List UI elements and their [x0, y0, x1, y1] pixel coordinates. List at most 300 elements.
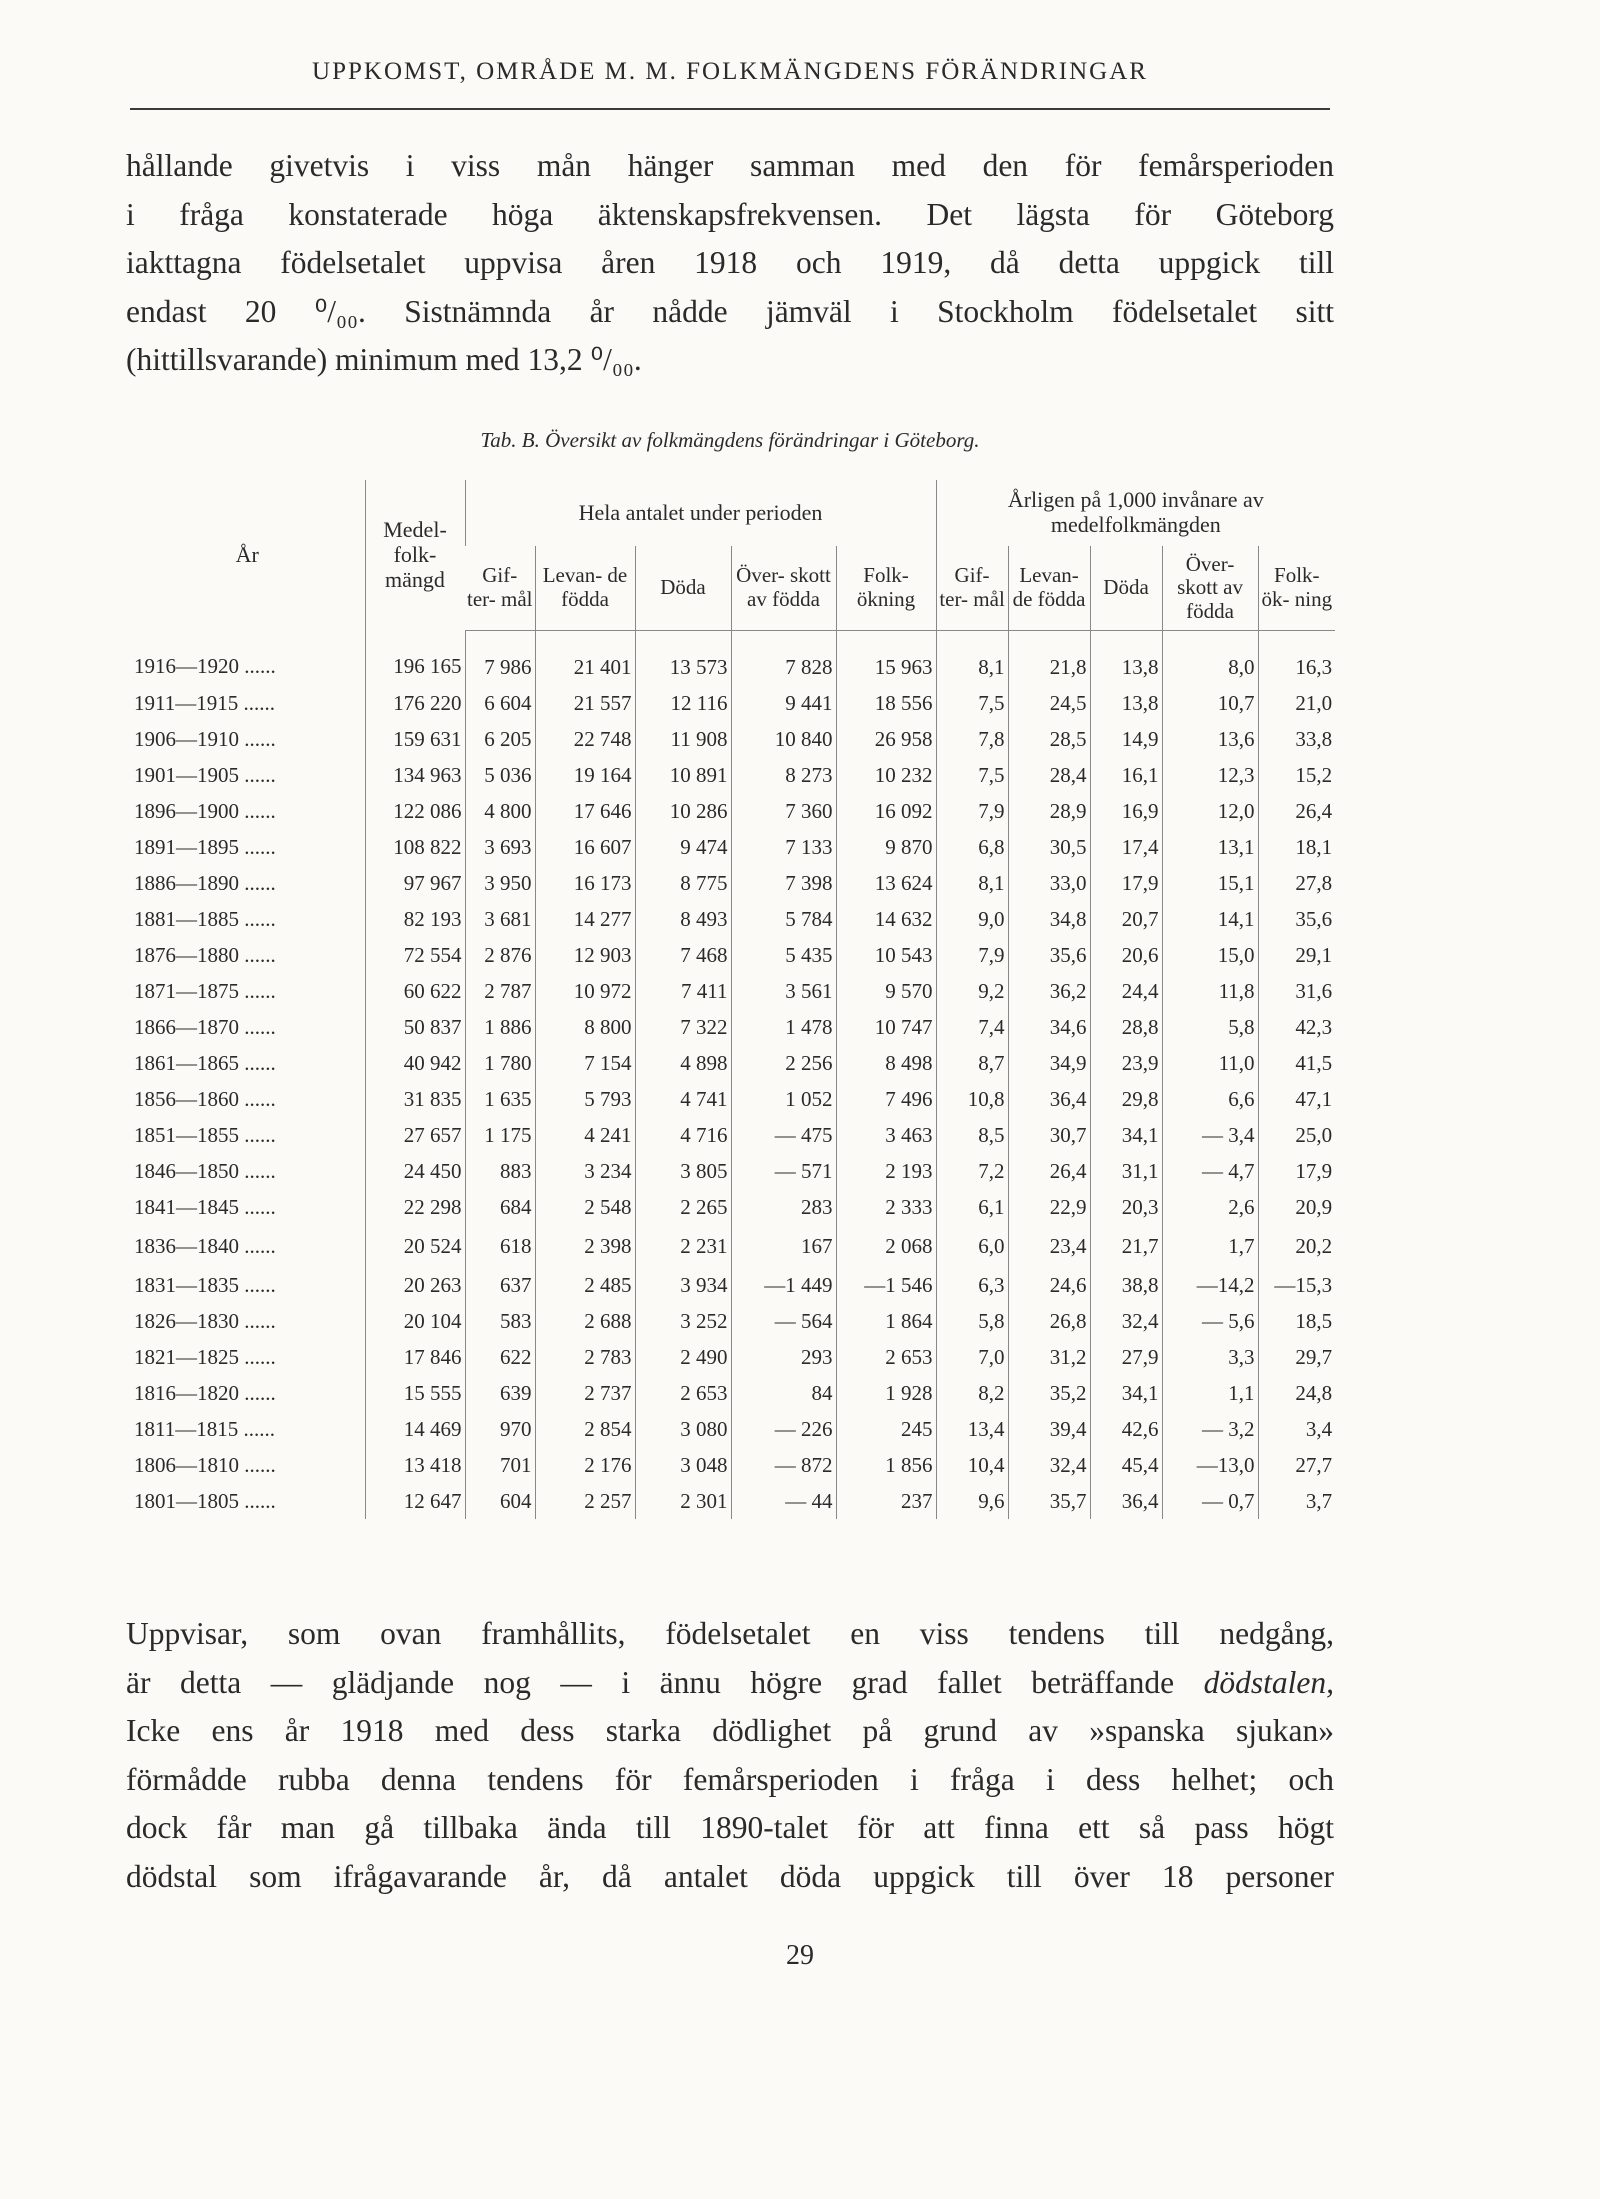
cell-growth-rate: 31,6	[1258, 973, 1335, 1009]
cell-period: 1896—1900 ......	[134, 798, 276, 823]
cell-live-births: 3 234	[535, 1153, 635, 1189]
cell-growth-rate: 26,4	[1258, 793, 1335, 829]
cell-excess-rate: —14,2	[1162, 1267, 1258, 1303]
table-row	[130, 901, 1335, 937]
cell-mean-population: 20 524	[365, 1225, 465, 1267]
cell-marriages: 701	[465, 1447, 535, 1483]
cell-birth-rate: 39,4	[1008, 1411, 1090, 1447]
cell-deaths: 2 231	[635, 1225, 731, 1267]
cell-population-growth: 1 864	[836, 1303, 936, 1339]
cell-period: 1891—1895 ......	[134, 834, 276, 859]
header-rule	[130, 108, 1330, 110]
table-row	[130, 937, 1335, 973]
cell-period: 1886—1890 ......	[134, 870, 276, 895]
cell-growth-rate: 15,2	[1258, 757, 1335, 793]
cell-population-growth: 14 632	[836, 901, 936, 937]
cell-mean-population: 196 165	[365, 631, 465, 686]
cell-excess-rate: —13,0	[1162, 1447, 1258, 1483]
cell-death-rate: 24,4	[1090, 973, 1162, 1009]
cell-marriage-rate: 7,5	[936, 685, 1008, 721]
col-header-birth-rate: Levan- de födda	[1008, 546, 1090, 631]
table-row	[130, 973, 1335, 1009]
cell-population-growth: 10 543	[836, 937, 936, 973]
cell-population-growth: 13 624	[836, 865, 936, 901]
cell-population-growth: 2 193	[836, 1153, 936, 1189]
table-row	[130, 1483, 1335, 1519]
cell-excess-rate: 15,0	[1162, 937, 1258, 973]
cell-marriage-rate: 8,7	[936, 1045, 1008, 1081]
cell-period: 1841—1845 ......	[134, 1194, 276, 1219]
cell-birth-rate: 26,8	[1008, 1303, 1090, 1339]
table-caption: Tab. B. Översikt av folkmängdens förändringar i Göteborg.	[480, 428, 980, 452]
body-line: Uppvisar, som ovan framhållits, födelsetalet en viss tendens till nedgång,	[126, 1616, 1334, 1651]
cell-live-births: 19 164	[535, 757, 635, 793]
cell-marriages: 4 800	[465, 793, 535, 829]
cell-birth-rate: 24,5	[1008, 685, 1090, 721]
cell-mean-population: 31 835	[365, 1081, 465, 1117]
cell-death-rate: 13,8	[1090, 631, 1162, 686]
cell-marriages: 6 205	[465, 721, 535, 757]
cell-period: 1911—1915 ......	[134, 690, 275, 715]
body-line: förmådde rubba denna tendens för femårsperioden i fråga i dess helhet; och	[126, 1761, 1334, 1797]
cell-death-rate: 31,1	[1090, 1153, 1162, 1189]
cell-period: 1916—1920 ......	[134, 654, 276, 679]
cell-death-rate: 21,7	[1090, 1225, 1162, 1267]
cell-death-rate: 34,1	[1090, 1375, 1162, 1411]
cell-growth-rate: 42,3	[1258, 1009, 1335, 1045]
cell-excess-rate: — 0,7	[1162, 1483, 1258, 1519]
cell-mean-population: 20 263	[365, 1267, 465, 1303]
cell-population-growth: 2 333	[836, 1189, 936, 1225]
cell-growth-rate: 35,6	[1258, 901, 1335, 937]
cell-birth-rate: 34,9	[1008, 1045, 1090, 1081]
cell-birth-rate: 30,5	[1008, 829, 1090, 865]
cell-marriage-rate: 8,1	[936, 631, 1008, 686]
body-line: Icke ens år 1918 med dess starka dödlighet på grund av »spanska sjukan»	[126, 1713, 1334, 1748]
cell-deaths: 3 252	[635, 1303, 731, 1339]
cell-marriage-rate: 9,2	[936, 973, 1008, 1009]
cell-excess-births: — 872	[731, 1447, 836, 1483]
cell-death-rate: 13,8	[1090, 685, 1162, 721]
cell-growth-rate: 18,1	[1258, 829, 1335, 865]
cell-excess-births: 10 840	[731, 721, 836, 757]
cell-population-growth: 1 856	[836, 1447, 936, 1483]
cell-deaths: 3 048	[635, 1447, 731, 1483]
cell-excess-rate: 12,0	[1162, 793, 1258, 829]
cell-mean-population: 14 469	[365, 1411, 465, 1447]
cell-period: 1866—1870 ......	[134, 1014, 276, 1039]
cell-birth-rate: 35,2	[1008, 1375, 1090, 1411]
cell-death-rate: 32,4	[1090, 1303, 1162, 1339]
cell-birth-rate: 22,9	[1008, 1189, 1090, 1225]
intro-line: (hittillsvarande) minimum med 13,2 ⁰/₀₀.	[126, 342, 642, 377]
col-header-marriage-rate: Gif- ter- mål	[936, 546, 1008, 631]
cell-death-rate: 38,8	[1090, 1267, 1162, 1303]
cell-marriage-rate: 8,1	[936, 865, 1008, 901]
table-row	[130, 1009, 1335, 1045]
table-row	[130, 721, 1335, 757]
cell-mean-population: 22 298	[365, 1189, 465, 1225]
cell-period: 1901—1905 ......	[134, 762, 276, 787]
cell-live-births: 2 257	[535, 1483, 635, 1519]
cell-marriage-rate: 5,8	[936, 1303, 1008, 1339]
cell-marriage-rate: 6,0	[936, 1225, 1008, 1267]
cell-marriage-rate: 7,4	[936, 1009, 1008, 1045]
cell-population-growth: 245	[836, 1411, 936, 1447]
cell-birth-rate: 35,7	[1008, 1483, 1090, 1519]
cell-period: 1816—1820 ......	[134, 1380, 276, 1405]
cell-marriages: 2 787	[465, 973, 535, 1009]
cell-live-births: 4 241	[535, 1117, 635, 1153]
cell-marriage-rate: 7,5	[936, 757, 1008, 793]
cell-death-rate: 34,1	[1090, 1117, 1162, 1153]
table-row	[130, 1339, 1335, 1375]
cell-population-growth: 10 747	[836, 1009, 936, 1045]
cell-marriages: 637	[465, 1267, 535, 1303]
cell-growth-rate: 27,7	[1258, 1447, 1335, 1483]
cell-death-rate: 17,4	[1090, 829, 1162, 865]
cell-mean-population: 13 418	[365, 1447, 465, 1483]
cell-mean-population: 12 647	[365, 1483, 465, 1519]
cell-deaths: 10 891	[635, 757, 731, 793]
cell-birth-rate: 34,6	[1008, 1009, 1090, 1045]
cell-deaths: 11 908	[635, 721, 731, 757]
cell-live-births: 22 748	[535, 721, 635, 757]
cell-period: 1861—1865 ......	[134, 1050, 276, 1075]
cell-excess-rate: — 3,4	[1162, 1117, 1258, 1153]
cell-excess-births: —1 449	[731, 1267, 836, 1303]
cell-population-growth: 7 496	[836, 1081, 936, 1117]
cell-live-births: 17 646	[535, 793, 635, 829]
cell-death-rate: 45,4	[1090, 1447, 1162, 1483]
cell-excess-births: — 571	[731, 1153, 836, 1189]
table-row	[130, 1153, 1335, 1189]
cell-growth-rate: 18,5	[1258, 1303, 1335, 1339]
table-row	[130, 865, 1335, 901]
cell-marriages: 583	[465, 1303, 535, 1339]
cell-live-births: 8 800	[535, 1009, 635, 1045]
cell-birth-rate: 28,5	[1008, 721, 1090, 757]
cell-period: 1856—1860 ......	[134, 1086, 276, 1111]
cell-mean-population: 72 554	[365, 937, 465, 973]
cell-deaths: 7 411	[635, 973, 731, 1009]
table-row	[130, 1189, 1335, 1225]
cell-excess-rate: 1,1	[1162, 1375, 1258, 1411]
cell-mean-population: 17 846	[365, 1339, 465, 1375]
col-header-population-growth: Folk- ökning	[836, 546, 936, 631]
cell-growth-rate: 29,7	[1258, 1339, 1335, 1375]
cell-mean-population: 159 631	[365, 721, 465, 757]
cell-live-births: 2 854	[535, 1411, 635, 1447]
cell-death-rate: 23,9	[1090, 1045, 1162, 1081]
cell-live-births: 21 557	[535, 685, 635, 721]
table-row	[130, 1045, 1335, 1081]
cell-excess-rate: 8,0	[1162, 631, 1258, 686]
cell-growth-rate: 3,4	[1258, 1411, 1335, 1447]
table-row	[130, 1225, 1335, 1267]
cell-excess-births: 5 435	[731, 937, 836, 973]
cell-excess-births: 167	[731, 1225, 836, 1267]
body-paragraph	[126, 1610, 1334, 1901]
cell-marriages: 970	[465, 1411, 535, 1447]
cell-excess-births: — 226	[731, 1411, 836, 1447]
cell-birth-rate: 36,2	[1008, 973, 1090, 1009]
table-row	[130, 1117, 1335, 1153]
cell-death-rate: 17,9	[1090, 865, 1162, 901]
cell-marriage-rate: 9,6	[936, 1483, 1008, 1519]
cell-death-rate: 27,9	[1090, 1339, 1162, 1375]
cell-live-births: 14 277	[535, 901, 635, 937]
cell-growth-rate: 20,2	[1258, 1225, 1335, 1267]
cell-mean-population: 50 837	[365, 1009, 465, 1045]
cell-population-growth: —1 546	[836, 1267, 936, 1303]
cell-mean-population: 176 220	[365, 685, 465, 721]
cell-live-births: 16 607	[535, 829, 635, 865]
cell-live-births: 2 548	[535, 1189, 635, 1225]
cell-mean-population: 15 555	[365, 1375, 465, 1411]
cell-marriages: 604	[465, 1483, 535, 1519]
cell-growth-rate: —15,3	[1258, 1267, 1335, 1303]
cell-excess-births: 3 561	[731, 973, 836, 1009]
cell-deaths: 7 468	[635, 937, 731, 973]
table-row	[130, 1375, 1335, 1411]
cell-death-rate: 29,8	[1090, 1081, 1162, 1117]
cell-marriages: 6 604	[465, 685, 535, 721]
cell-deaths: 10 286	[635, 793, 731, 829]
cell-birth-rate: 31,2	[1008, 1339, 1090, 1375]
emphasis-dodstalen: dödstalen,	[1203, 1664, 1335, 1700]
cell-period: 1906—1910 ......	[134, 726, 276, 751]
cell-birth-rate: 35,6	[1008, 937, 1090, 973]
cell-growth-rate: 24,8	[1258, 1375, 1335, 1411]
cell-period: 1826—1830 ......	[134, 1308, 276, 1333]
cell-growth-rate: 25,0	[1258, 1117, 1335, 1153]
cell-excess-rate: 1,7	[1162, 1225, 1258, 1267]
cell-growth-rate: 21,0	[1258, 685, 1335, 721]
cell-live-births: 5 793	[535, 1081, 635, 1117]
cell-marriage-rate: 6,8	[936, 829, 1008, 865]
cell-marriage-rate: 6,3	[936, 1267, 1008, 1303]
cell-marriages: 1 635	[465, 1081, 535, 1117]
cell-excess-births: 283	[731, 1189, 836, 1225]
intro-line: hållande givetvis i viss mån hänger samman med den för femårsperioden	[126, 148, 1334, 183]
cell-mean-population: 122 086	[365, 793, 465, 829]
cell-marriage-rate: 7,0	[936, 1339, 1008, 1375]
cell-excess-rate: 12,3	[1162, 757, 1258, 793]
cell-mean-population: 134 963	[365, 757, 465, 793]
intro-line: endast 20 ⁰/₀₀. Sistnämnda år nådde jämväl i Stockholm födelsetalet sitt	[126, 293, 1334, 329]
cell-population-growth: 1 928	[836, 1375, 936, 1411]
cell-live-births: 12 903	[535, 937, 635, 973]
cell-deaths: 3 080	[635, 1411, 731, 1447]
col-header-mean-population: Medel- folk- mängd	[365, 480, 465, 631]
cell-deaths: 8 775	[635, 865, 731, 901]
cell-live-births: 2 737	[535, 1375, 635, 1411]
cell-marriages: 5 036	[465, 757, 535, 793]
table-row	[130, 1267, 1335, 1303]
cell-population-growth: 2 653	[836, 1339, 936, 1375]
cell-marriages: 618	[465, 1225, 535, 1267]
cell-marriage-rate: 6,1	[936, 1189, 1008, 1225]
cell-excess-births: 7 133	[731, 829, 836, 865]
intro-line: iakttagna födelsetalet uppvisa åren 1918 och 1919, då detta uppgick till	[126, 245, 1334, 280]
cell-excess-births: 5 784	[731, 901, 836, 937]
cell-birth-rate: 36,4	[1008, 1081, 1090, 1117]
cell-deaths: 3 805	[635, 1153, 731, 1189]
cell-population-growth: 2 068	[836, 1225, 936, 1267]
page-number: 29	[786, 1940, 814, 1971]
cell-period: 1876—1880 ......	[134, 942, 276, 967]
col-header-year: År	[235, 541, 259, 567]
cell-excess-births: 7 828	[731, 631, 836, 686]
table-row	[130, 793, 1335, 829]
cell-period: 1846—1850 ......	[134, 1158, 276, 1183]
population-table	[130, 480, 1335, 1519]
cell-excess-rate: 6,6	[1162, 1081, 1258, 1117]
cell-growth-rate: 16,3	[1258, 631, 1335, 686]
cell-population-growth: 10 232	[836, 757, 936, 793]
cell-marriages: 3 693	[465, 829, 535, 865]
cell-growth-rate: 27,8	[1258, 865, 1335, 901]
cell-marriage-rate: 10,8	[936, 1081, 1008, 1117]
table-row	[130, 1081, 1335, 1117]
cell-birth-rate: 23,4	[1008, 1225, 1090, 1267]
group-header-totals: Hela antalet under perioden	[465, 480, 936, 546]
cell-marriages: 1 175	[465, 1117, 535, 1153]
table-row	[130, 631, 1335, 686]
cell-marriages: 622	[465, 1339, 535, 1375]
cell-excess-rate: 11,0	[1162, 1045, 1258, 1081]
cell-excess-rate: 2,6	[1162, 1189, 1258, 1225]
col-header-growth-rate: Folk- ök- ning	[1258, 546, 1335, 631]
cell-birth-rate: 30,7	[1008, 1117, 1090, 1153]
cell-mean-population: 97 967	[365, 865, 465, 901]
cell-death-rate: 36,4	[1090, 1483, 1162, 1519]
cell-birth-rate: 32,4	[1008, 1447, 1090, 1483]
cell-excess-births: 1 052	[731, 1081, 836, 1117]
cell-deaths: 7 322	[635, 1009, 731, 1045]
cell-marriages: 7 986	[465, 631, 535, 686]
table-row	[130, 1447, 1335, 1483]
cell-marriage-rate: 13,4	[936, 1411, 1008, 1447]
cell-deaths: 2 265	[635, 1189, 731, 1225]
cell-growth-rate: 17,9	[1258, 1153, 1335, 1189]
cell-population-growth: 16 092	[836, 793, 936, 829]
cell-marriage-rate: 7,2	[936, 1153, 1008, 1189]
cell-marriages: 1 780	[465, 1045, 535, 1081]
cell-excess-births: 2 256	[731, 1045, 836, 1081]
cell-excess-births: 293	[731, 1339, 836, 1375]
cell-mean-population: 24 450	[365, 1153, 465, 1189]
cell-population-growth: 26 958	[836, 721, 936, 757]
col-header-excess-rate: Över- skott av födda	[1162, 546, 1258, 631]
cell-excess-rate: — 3,2	[1162, 1411, 1258, 1447]
cell-marriage-rate: 10,4	[936, 1447, 1008, 1483]
col-header-marriages: Gif- ter- mål	[465, 546, 535, 631]
cell-deaths: 4 741	[635, 1081, 731, 1117]
body-line: dock får man gå tillbaka ända till 1890-talet för att finna ett så pass högt	[126, 1810, 1334, 1845]
cell-excess-births: 8 273	[731, 757, 836, 793]
cell-population-growth: 3 463	[836, 1117, 936, 1153]
cell-death-rate: 20,6	[1090, 937, 1162, 973]
cell-marriage-rate: 9,0	[936, 901, 1008, 937]
cell-live-births: 2 398	[535, 1225, 635, 1267]
cell-population-growth: 8 498	[836, 1045, 936, 1081]
cell-marriages: 3 950	[465, 865, 535, 901]
group-header-annual: Årligen på 1,000 invånare av medelfolkmängden	[936, 480, 1335, 546]
cell-excess-rate: 13,6	[1162, 721, 1258, 757]
cell-period: 1811—1815 ......	[134, 1416, 275, 1441]
table-row	[130, 685, 1335, 721]
cell-excess-births: 1 478	[731, 1009, 836, 1045]
cell-birth-rate: 34,8	[1008, 901, 1090, 937]
cell-marriage-rate: 8,2	[936, 1375, 1008, 1411]
cell-deaths: 4 898	[635, 1045, 731, 1081]
col-header-deaths: Döda	[635, 546, 731, 631]
running-header: UPPKOMST, OMRÅDE M. M. FOLKMÄNGDENS FÖRÄNDRINGAR	[312, 58, 1148, 85]
body-line	[126, 1659, 1334, 1708]
col-header-death-rate: Döda	[1090, 546, 1162, 631]
cell-population-growth: 18 556	[836, 685, 936, 721]
cell-period: 1836—1840 ......	[134, 1233, 276, 1258]
cell-deaths: 4 716	[635, 1117, 731, 1153]
cell-deaths: 2 653	[635, 1375, 731, 1411]
cell-marriage-rate: 8,5	[936, 1117, 1008, 1153]
cell-marriage-rate: 7,9	[936, 793, 1008, 829]
cell-live-births: 10 972	[535, 973, 635, 1009]
cell-period: 1831—1835 ......	[134, 1272, 276, 1297]
cell-deaths: 2 490	[635, 1339, 731, 1375]
table-row	[130, 757, 1335, 793]
table-row	[130, 1411, 1335, 1447]
cell-deaths: 13 573	[635, 631, 731, 686]
cell-excess-births: — 564	[731, 1303, 836, 1339]
cell-mean-population: 40 942	[365, 1045, 465, 1081]
cell-mean-population: 108 822	[365, 829, 465, 865]
cell-live-births: 16 173	[535, 865, 635, 901]
cell-deaths: 9 474	[635, 829, 731, 865]
cell-deaths: 8 493	[635, 901, 731, 937]
cell-birth-rate: 26,4	[1008, 1153, 1090, 1189]
cell-death-rate: 14,9	[1090, 721, 1162, 757]
cell-death-rate: 28,8	[1090, 1009, 1162, 1045]
cell-marriage-rate: 7,9	[936, 937, 1008, 973]
cell-marriage-rate: 7,8	[936, 721, 1008, 757]
cell-period: 1851—1855 ......	[134, 1122, 276, 1147]
cell-excess-births: — 475	[731, 1117, 836, 1153]
table-body	[130, 631, 1335, 1520]
col-header-excess-births: Över- skott av födda	[731, 546, 836, 631]
cell-excess-births: 84	[731, 1375, 836, 1411]
cell-growth-rate: 3,7	[1258, 1483, 1335, 1519]
body-line-text: är detta — glädjande nog — i ännu högre grad fallet beträffande	[126, 1664, 1175, 1700]
cell-period: 1821—1825 ......	[134, 1344, 276, 1369]
cell-excess-rate: 14,1	[1162, 901, 1258, 937]
cell-marriages: 3 681	[465, 901, 535, 937]
cell-growth-rate: 47,1	[1258, 1081, 1335, 1117]
cell-mean-population: 60 622	[365, 973, 465, 1009]
cell-period: 1881—1885 ......	[134, 906, 276, 931]
cell-birth-rate: 28,4	[1008, 757, 1090, 793]
cell-excess-rate: 13,1	[1162, 829, 1258, 865]
cell-death-rate: 20,3	[1090, 1189, 1162, 1225]
cell-live-births: 2 783	[535, 1339, 635, 1375]
cell-excess-rate: 10,7	[1162, 685, 1258, 721]
cell-death-rate: 20,7	[1090, 901, 1162, 937]
cell-live-births: 21 401	[535, 631, 635, 686]
cell-mean-population: 20 104	[365, 1303, 465, 1339]
intro-line: i fråga konstaterade höga äktenskapsfrekvensen. Det lägsta för Göteborg	[126, 196, 1334, 232]
